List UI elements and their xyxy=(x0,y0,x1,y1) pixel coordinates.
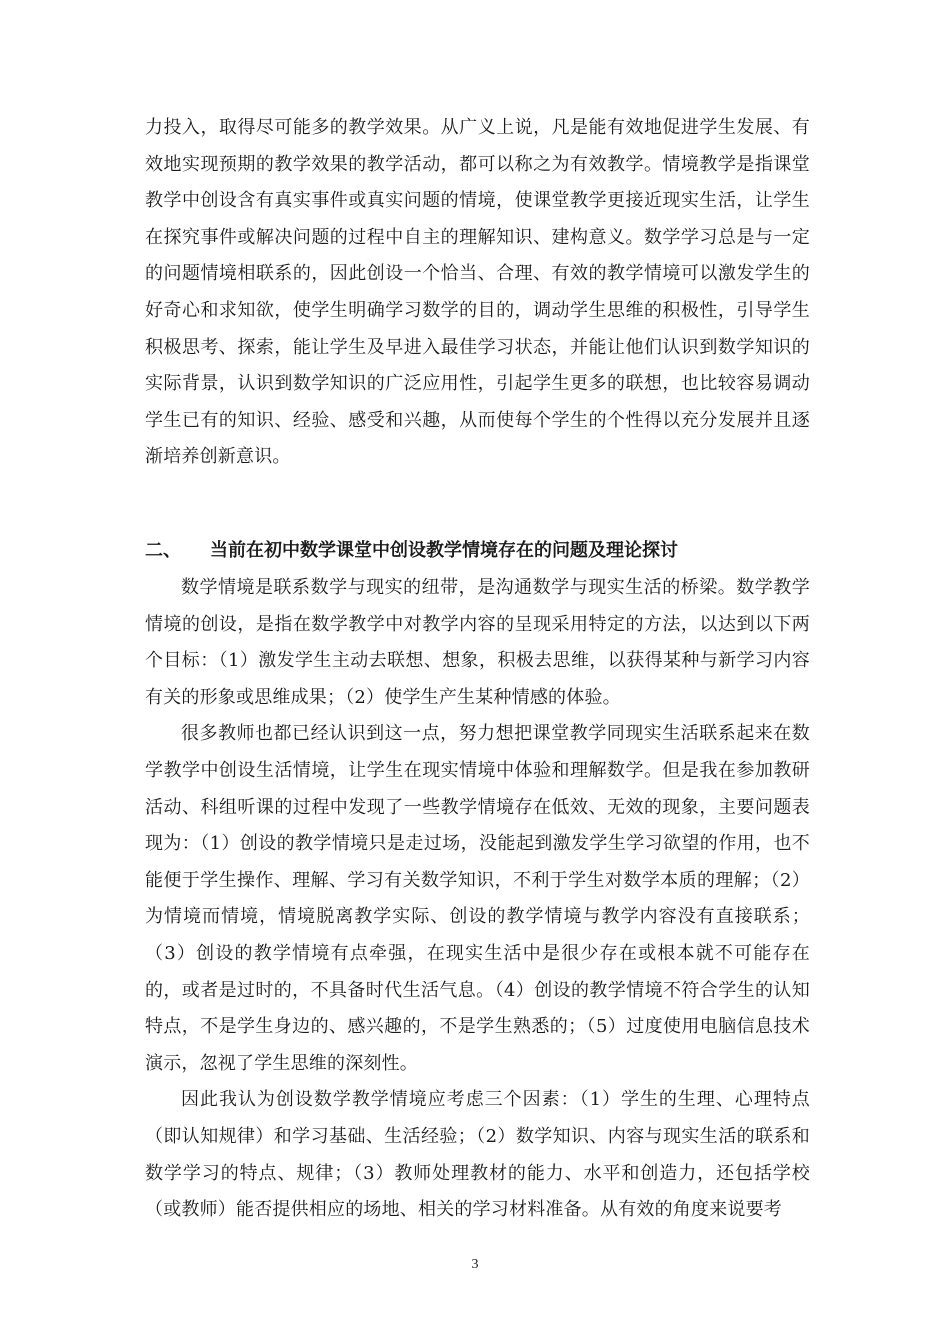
continuation-paragraph: 力投入，取得尽可能多的教学效果。从广义上说，凡是能有效地促进学生发展、有效地实现预期的教学效果的教学活动，都可以称之为有效教学。情境教学是指课堂教学中创设含有真实事件或真实问题的情境，使课堂教学更接近现实生活，让学生在探究事件或解决问题的过程中自主的理解知识、建构意义。数学学习总是与一定的问题情境相联系的，因此创设一个恰当、合理、有效的教学情境可以激发学生的好奇心和求知欲，使学生明确学习数学的目的，调动学生思维的积极性，引导学生积极思考、探索，能让学生及早进入最佳学习状态，并能让他们认识到数学知识的实际背景，认识到数学知识的广泛应用性，引起学生更多的联想，也比较容易调动学生已有的知识、经验、感受和兴趣，从而使每个学生的个性得以充分发展并且逐渐培养创新意识。 xyxy=(145,117,810,468)
body-text-top xyxy=(145,110,810,476)
paragraph-teacher-problems: 很多教师也都已经认识到这一点，努力想把课堂教学同现实生活联系起来在数学教学中创设生活情境，让学生在现实情境中体验和理解数学。但是我在参加教研活动、科组听课的过程中发现了一些教学情境存在低效、无效的现象，主要问题表现为：（1）创设的教学情境只是走过场，没能起到激发学生学习欲望的作用，也不能便于学生操作、理解、学习有关数学知识，不利于学生对数学本质的理解；（2）为情境而情境，情境脱离教学实际、创设的教学情境与教学内容没有直接联系；（3）创设的教学情境有点牵强，在现实生活中是很少存在或根本就不可能存在的，或者是过时的，不具备时代生活气息。（4）创设的教学情境不符合学生的认知特点，不是学生身边的、感兴趣的，不是学生熟悉的；（5）过度使用电脑信息技术演示，忽视了学生思维的深刻性。 xyxy=(145,723,810,1074)
section-title: 当前在初中数学课堂中创设教学情境存在的问题及理论探讨 xyxy=(210,540,678,561)
body-text-section xyxy=(145,570,810,1229)
page-number: 3 xyxy=(471,1257,479,1272)
section-number: 二、 xyxy=(145,540,181,561)
paragraph-three-factors: 因此我认为创设数学教学情境应考虑三个因素：（1）学生的生理、心理特点（即认知规律）和学习基础、生活经验；（2）数学知识、内容与现实生活的联系和数学学习的特点、规律；（3）教师处理教材的能力、水平和创造力，还包括学校（或教师）能否提供相应的场地、相关的学习材料准备。从有效的角度来说要考 xyxy=(145,1089,810,1221)
section-heading xyxy=(145,533,810,569)
paragraph-math-situation: 数学情境是联系数学与现实的纽带，是沟通数学与现实生活的桥梁。数学教学情境的创设，是指在数学教学中对教学内容的呈现采用特定的方法，以达到以下两个目标：（1）激发学生主动去联想、想象，积极去思维，以获得某种与新学习内容有关的形象或思维成果；（2）使学生产生某种情感的体验。 xyxy=(145,577,810,708)
